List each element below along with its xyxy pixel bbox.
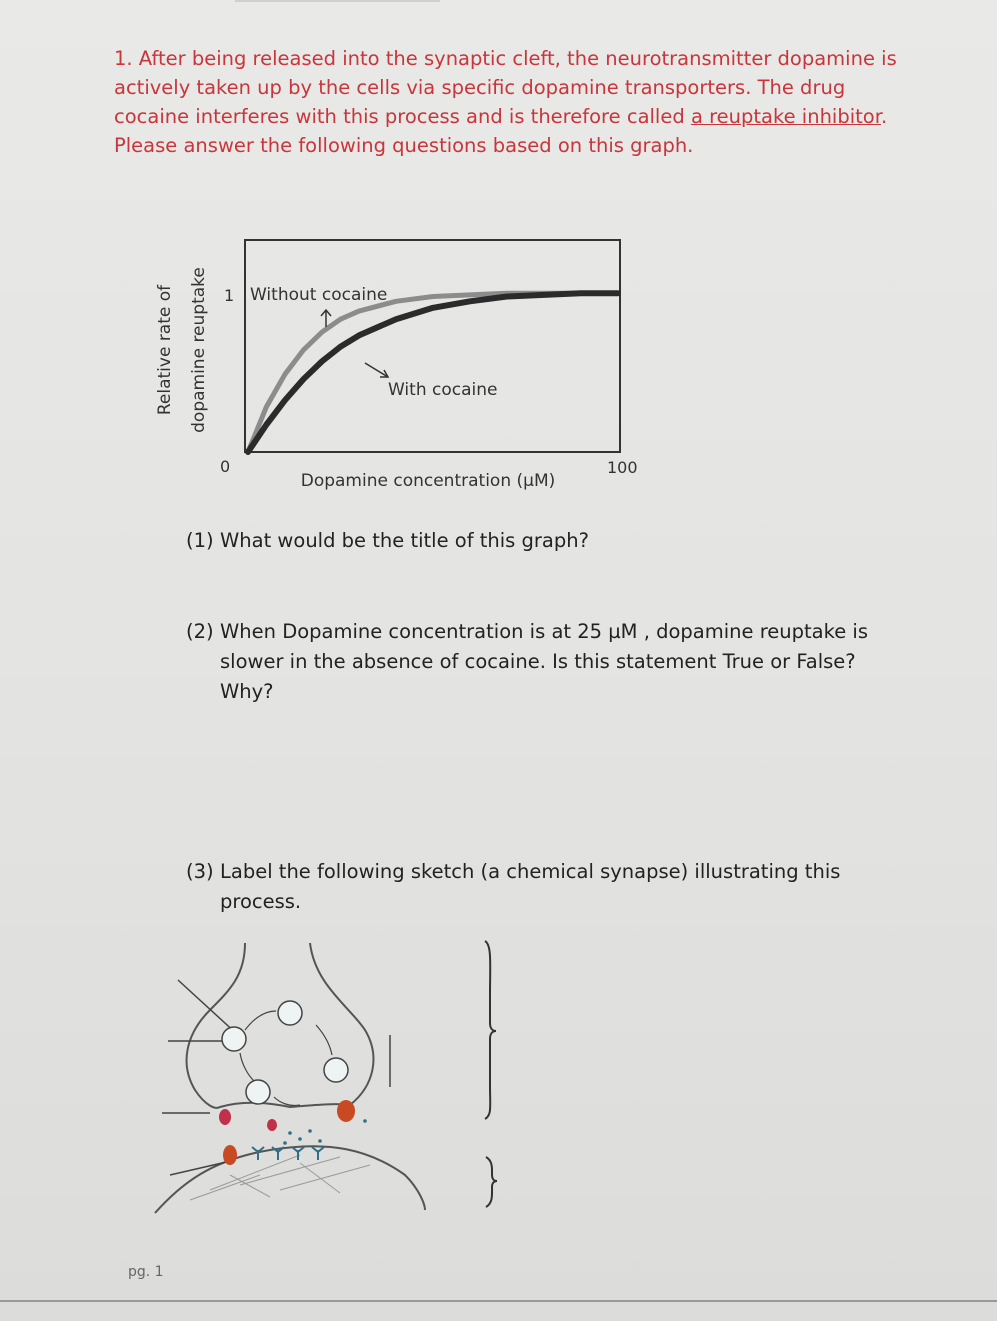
vesicle-2 — [278, 1001, 302, 1025]
series-line-with-cocaine — [248, 293, 618, 452]
transporter-right — [337, 1100, 355, 1122]
bottom-rule — [0, 1300, 997, 1302]
brace-upper — [485, 941, 496, 1119]
y-tick-0: 0 — [220, 457, 231, 476]
question-2 — [186, 617, 906, 707]
intro-underlined-term: a reuptake inhibitor — [690, 105, 881, 128]
arrow-with-cocaine — [365, 363, 388, 377]
y-axis-label-line1: Relative rate of — [155, 284, 175, 416]
question-1-number: (1) — [186, 529, 214, 552]
series-line-without-cocaine — [248, 293, 618, 452]
question-3-line1: Label the following sketch (a chemical synapse) illustrating this — [220, 860, 841, 883]
question-1 — [186, 526, 589, 556]
intro-text-1: 1. After being released into the synaptic cleft, the neurotransmitter dopamine is actively taken up by the cells via specific dopamine transporters. The drug cocaine interferes with this process and is therefore called — [114, 47, 897, 128]
synapse-sketch — [150, 935, 520, 1225]
question-3-number: (3) — [186, 860, 214, 883]
intro-text-2: . Please answer the following questions based on this graph. — [114, 105, 888, 157]
x-axis-label: Dopamine concentration (µM) — [300, 471, 556, 491]
annotation-with-cocaine: With cocaine — [388, 380, 498, 400]
vesicle-1 — [222, 1027, 246, 1051]
dopamine-molecules — [283, 1119, 367, 1145]
question-2-line1: When Dopamine concentration is at 25 µM , dopamine reuptake is — [220, 620, 868, 643]
plot-frame — [245, 240, 620, 452]
postsynaptic-hatching — [190, 1155, 370, 1200]
postsynaptic-receptors — [252, 1147, 324, 1160]
series-layer — [248, 293, 618, 452]
transporter-center — [267, 1119, 277, 1131]
transporter-left — [219, 1109, 231, 1125]
brace-lower — [486, 1157, 497, 1207]
question-2-line3: Why? — [220, 680, 274, 703]
annotation-without-cocaine: Without cocaine — [250, 285, 388, 305]
reuptake-chart — [140, 232, 670, 502]
y-axis-label-line2: dopamine reuptake — [189, 267, 209, 433]
presynaptic-terminal-outline — [187, 943, 374, 1108]
question-2-number: (2) — [186, 620, 214, 643]
top-rule — [235, 0, 440, 2]
y-tick-1: 1 — [224, 286, 235, 305]
page-number: pg. 1 — [128, 1264, 164, 1280]
postsynaptic-cell-outline — [155, 1146, 425, 1213]
x-tick-100: 100 — [607, 458, 638, 477]
question-2-line2: slower in the absence of cocaine. Is this statement True or False? — [220, 650, 856, 673]
intro-paragraph — [114, 44, 904, 160]
vesicle-4 — [324, 1058, 348, 1082]
question-1-text: What would be the title of this graph? — [220, 529, 589, 552]
question-3-line2: process. — [220, 890, 302, 913]
postsynaptic-transporter — [223, 1145, 237, 1165]
question-3 — [186, 857, 886, 917]
vesicle-3 — [246, 1080, 270, 1104]
